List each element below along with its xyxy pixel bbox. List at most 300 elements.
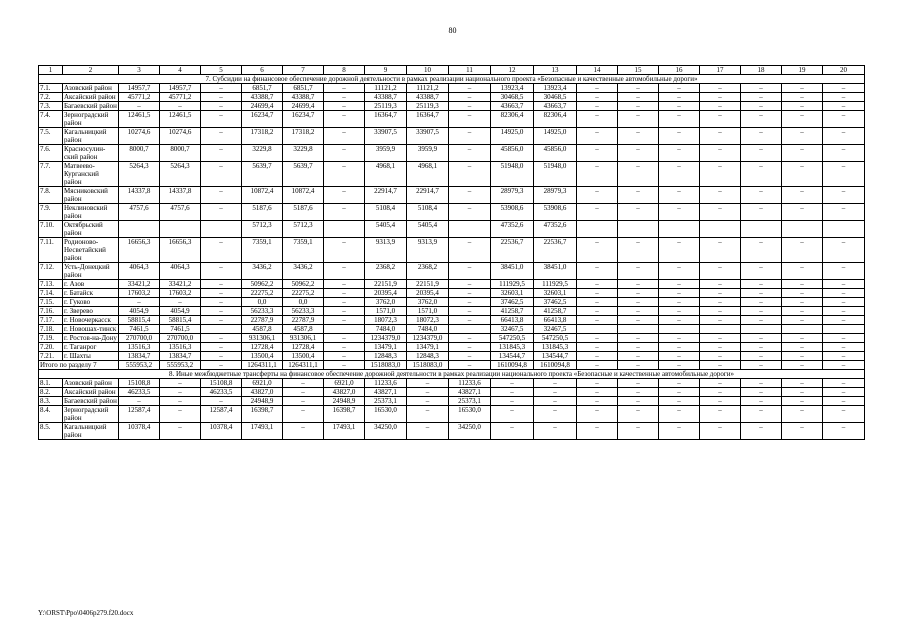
column-number: 1	[39, 66, 63, 75]
cell-value: 12461,5	[160, 111, 201, 128]
cell-value: 46233,5	[201, 388, 242, 397]
cell-value: 547250,5	[534, 334, 577, 343]
cell-value: –	[659, 102, 700, 111]
cell-value: –	[823, 128, 865, 145]
cell-value: –	[782, 388, 823, 397]
table-row	[39, 102, 865, 111]
cell-value: 1234379,0	[365, 334, 407, 343]
cell-value	[741, 325, 782, 334]
cell-value: –	[782, 379, 823, 388]
cell-value: –	[700, 352, 741, 361]
cell-value: –	[283, 379, 324, 388]
cell-value: –	[201, 93, 242, 102]
total-value: –	[201, 361, 242, 370]
row-name: Багаевский район	[64, 102, 117, 110]
cell-value: –	[700, 128, 741, 145]
cell-value: –	[201, 352, 242, 361]
cell-value: –	[659, 111, 700, 128]
cell-value: –	[618, 93, 659, 102]
cell-value: –	[741, 102, 782, 111]
row-number: 7.10.	[39, 221, 63, 238]
cell-value: –	[741, 289, 782, 298]
cell-value: 16364,7	[365, 111, 407, 128]
cell-value: –	[324, 334, 365, 343]
cell-value: –	[823, 187, 865, 204]
cell-value: 6851,7	[283, 84, 324, 93]
cell-value: 12728,4	[283, 343, 324, 352]
cell-value: –	[700, 379, 741, 388]
cell-value: –	[283, 388, 324, 397]
row-number: 7.16.	[39, 307, 63, 316]
cell-value: –	[491, 406, 534, 423]
total-row	[39, 361, 865, 370]
row-number: 7.9.	[39, 204, 63, 221]
cell-value: –	[618, 397, 659, 406]
cell-value: –	[659, 187, 700, 204]
cell-value: –	[577, 298, 618, 307]
cell-value	[782, 325, 823, 334]
cell-value: –	[782, 289, 823, 298]
cell-value: –	[741, 343, 782, 352]
cell-value: 5405,4	[407, 221, 449, 238]
cell-value: 16398,7	[324, 406, 365, 423]
cell-value: –	[577, 280, 618, 289]
column-number: 8	[324, 66, 365, 75]
cell-value: –	[449, 204, 491, 221]
cell-value: –	[659, 128, 700, 145]
cell-value: –	[449, 263, 491, 280]
cell-value: –	[201, 238, 242, 263]
cell-value: –	[782, 84, 823, 93]
cell-value: –	[618, 334, 659, 343]
cell-value	[201, 221, 242, 238]
row-name: Родионово-Несветайский район	[63, 238, 119, 263]
cell-value: 53908,6	[534, 204, 577, 221]
cell-value: 41258,7	[491, 307, 534, 316]
cell-value: –	[741, 379, 782, 388]
row-number: 7.21.	[39, 352, 63, 361]
row-name: г. Новошах-тинск	[63, 325, 119, 334]
cell-value: 4968,1	[365, 162, 407, 187]
cell-value: –	[782, 397, 823, 406]
row-name: Аксайский район	[63, 388, 119, 397]
cell-value: 5712,3	[242, 221, 283, 238]
cell-value: 43827,1	[365, 388, 407, 397]
page-number: 80	[448, 26, 457, 35]
cell-value: –	[324, 316, 365, 325]
cell-value: –	[160, 397, 201, 406]
cell-value: 5639,7	[283, 162, 324, 187]
row-name: Кагальницкий район	[63, 128, 119, 145]
cell-value: –	[618, 162, 659, 187]
cell-value: 4757,6	[119, 204, 160, 221]
cell-value	[700, 325, 741, 334]
cell-value: –	[449, 316, 491, 325]
cell-value: –	[618, 263, 659, 280]
cell-value	[324, 221, 365, 238]
cell-value: –	[324, 128, 365, 145]
cell-value: 5187,6	[283, 204, 324, 221]
cell-value: 17318,2	[242, 128, 283, 145]
cell-value: 58815,4	[160, 316, 201, 325]
cell-value: 46233,5	[119, 388, 160, 397]
cell-value: –	[741, 397, 782, 406]
cell-value: 131845,3	[534, 343, 577, 352]
cell-value: 43388,7	[365, 93, 407, 102]
cell-value: 13923,4	[491, 84, 534, 93]
cell-value	[119, 221, 160, 238]
cell-value: 9313,9	[365, 238, 407, 263]
cell-value: 32467,5	[534, 325, 577, 334]
total-value: –	[782, 361, 823, 370]
table-row	[39, 280, 865, 289]
cell-value: –	[823, 145, 865, 162]
total-value: 1610094,8	[491, 361, 534, 370]
cell-value: 25373,1	[365, 397, 407, 406]
column-number: 3	[119, 66, 160, 75]
cell-value: 547250,5	[491, 334, 534, 343]
cell-value: –	[201, 145, 242, 162]
total-value: 1518083,0	[407, 361, 449, 370]
cell-value: –	[577, 93, 618, 102]
cell-value: –	[577, 187, 618, 204]
cell-value: –	[577, 307, 618, 316]
total-value: –	[823, 361, 865, 370]
table-row	[39, 406, 865, 423]
row-number: 7.8.	[39, 187, 63, 204]
cell-value: 17603,2	[119, 289, 160, 298]
cell-value: 22914,7	[407, 187, 449, 204]
cell-value: –	[201, 397, 242, 406]
cell-value	[577, 221, 618, 238]
cell-value: 22275,2	[242, 289, 283, 298]
cell-value: –	[534, 406, 577, 423]
cell-value: –	[782, 93, 823, 102]
cell-value: –	[577, 84, 618, 93]
row-name: Зерноградский район	[63, 406, 119, 423]
cell-value: –	[782, 316, 823, 325]
cell-value: –	[741, 187, 782, 204]
column-number: 13	[534, 66, 577, 75]
cell-value: 22787,9	[283, 316, 324, 325]
cell-value: –	[618, 379, 659, 388]
cell-value: 32603,1	[491, 289, 534, 298]
cell-value: –	[618, 289, 659, 298]
cell-value: –	[782, 298, 823, 307]
row-number: 7.4.	[39, 111, 63, 128]
table-row	[39, 187, 865, 204]
cell-value: 14337,8	[160, 187, 201, 204]
cell-value	[782, 221, 823, 238]
section-title: 7. Субсидии на финансовое обеспечение дорожной деятельности в рамках реализации национального проекта «Безопасные и качественные автомобильные дороги»	[39, 75, 865, 84]
cell-value: –	[741, 111, 782, 128]
cell-value: –	[823, 423, 865, 440]
cell-value: 11233,6	[365, 379, 407, 388]
cell-value: 6921,0	[324, 379, 365, 388]
cell-value: –	[449, 298, 491, 307]
cell-value: –	[823, 84, 865, 93]
cell-value: –	[324, 238, 365, 263]
cell-value: –	[534, 379, 577, 388]
cell-value: 18072,3	[407, 316, 449, 325]
cell-value: –	[449, 280, 491, 289]
cell-value: 33907,5	[365, 128, 407, 145]
cell-value: 4757,6	[160, 204, 201, 221]
cell-value: –	[659, 343, 700, 352]
cell-value: –	[324, 93, 365, 102]
cell-value: 134544,7	[534, 352, 577, 361]
cell-value: –	[324, 263, 365, 280]
cell-value: –	[534, 423, 577, 440]
row-number: 8.5.	[39, 423, 63, 440]
cell-value: –	[201, 280, 242, 289]
cell-value	[659, 221, 700, 238]
row-number: 7.17.	[39, 316, 63, 325]
column-number: 16	[659, 66, 700, 75]
cell-value: –	[491, 397, 534, 406]
total-value: –	[449, 361, 491, 370]
cell-value: 13479,1	[365, 343, 407, 352]
table-row	[39, 379, 865, 388]
cell-value	[449, 221, 491, 238]
cell-value: –	[741, 423, 782, 440]
cell-value: 22275,2	[283, 289, 324, 298]
cell-value	[577, 325, 618, 334]
cell-value: –	[782, 423, 823, 440]
cell-value: 13923,4	[534, 84, 577, 93]
cell-value: –	[700, 204, 741, 221]
cell-value: –	[782, 334, 823, 343]
cell-value: 7359,1	[283, 238, 324, 263]
cell-value: –	[618, 307, 659, 316]
cell-value: –	[201, 316, 242, 325]
cell-value: 16656,3	[160, 238, 201, 263]
cell-value: 43827,1	[449, 388, 491, 397]
cell-value: –	[782, 352, 823, 361]
cell-value: 11233,6	[449, 379, 491, 388]
cell-value: –	[618, 84, 659, 93]
cell-value: 16234,7	[283, 111, 324, 128]
total-value: –	[618, 361, 659, 370]
cell-value: 4064,3	[160, 263, 201, 280]
cell-value: –	[201, 102, 242, 111]
cell-value: –	[324, 102, 365, 111]
cell-value: 10378,4	[119, 423, 160, 440]
cell-value: 43663,7	[491, 102, 534, 111]
cell-value: –	[618, 102, 659, 111]
cell-value: 43388,7	[242, 93, 283, 102]
cell-value: –	[324, 204, 365, 221]
cell-value: 5712,3	[283, 221, 324, 238]
row-name: Аксайский район	[63, 93, 119, 102]
cell-value	[618, 325, 659, 334]
cell-value: –	[577, 145, 618, 162]
cell-value: –	[782, 280, 823, 289]
cell-value: 25119,3	[365, 102, 407, 111]
row-name: г. Ростов-на-Дону	[64, 334, 117, 342]
row-number: 7.19.	[39, 334, 63, 343]
cell-value: –	[201, 111, 242, 128]
cell-value: –	[659, 263, 700, 280]
cell-value	[659, 325, 700, 334]
cell-value: 10872,4	[242, 187, 283, 204]
cell-value: –	[618, 280, 659, 289]
cell-value: –	[700, 343, 741, 352]
cell-value: 15108,8	[119, 379, 160, 388]
total-value: 1518083,0	[365, 361, 407, 370]
cell-value: –	[618, 352, 659, 361]
cell-value: –	[618, 298, 659, 307]
row-name: г. Новочеркасск	[63, 316, 119, 325]
cell-value: –	[782, 204, 823, 221]
row-number: 7.20.	[39, 343, 63, 352]
cell-value: –	[700, 316, 741, 325]
row-number: 7.15.	[39, 298, 63, 307]
cell-value: 13479,1	[407, 343, 449, 352]
cell-value: –	[823, 397, 865, 406]
cell-value: –	[700, 289, 741, 298]
cell-value: 7484,0	[407, 325, 449, 334]
cell-value: 56233,3	[242, 307, 283, 316]
cell-value: 12587,4	[119, 406, 160, 423]
cell-value: –	[700, 93, 741, 102]
cell-value: –	[201, 343, 242, 352]
cell-value: –	[160, 379, 201, 388]
cell-value: –	[491, 388, 534, 397]
cell-value: 24699,4	[283, 102, 324, 111]
cell-value: –	[449, 307, 491, 316]
cell-value: 30468,5	[491, 93, 534, 102]
section-title: 8. Иные межбюджетные трансферты на финансовое обеспечение дорожной деятельности в рамках реализации национального проекта «Безопасные и качественные автомобильные дороги»	[39, 370, 865, 379]
cell-value: –	[201, 128, 242, 145]
row-name: г. Шахты	[63, 352, 119, 361]
row-number: 8.4.	[39, 406, 63, 423]
cell-value: 43827,0	[324, 388, 365, 397]
cell-value: 1571,0	[365, 307, 407, 316]
row-name: Усть-Донецкий район	[63, 263, 119, 280]
cell-value: 17318,2	[283, 128, 324, 145]
table-row	[39, 238, 865, 263]
table-row	[39, 263, 865, 280]
cell-value: 3959,9	[407, 145, 449, 162]
total-value: –	[577, 361, 618, 370]
cell-value: 43388,7	[407, 93, 449, 102]
cell-value: 0,0	[242, 298, 283, 307]
table-row	[39, 93, 865, 102]
cell-value: –	[782, 343, 823, 352]
cell-value: –	[659, 334, 700, 343]
total-value: –	[700, 361, 741, 370]
table-row	[39, 316, 865, 325]
cell-value: 22787,9	[242, 316, 283, 325]
cell-value: –	[659, 280, 700, 289]
cell-value: –	[741, 298, 782, 307]
cell-value: –	[823, 307, 865, 316]
cell-value: –	[700, 307, 741, 316]
cell-value: 5187,6	[242, 204, 283, 221]
cell-value: –	[823, 406, 865, 423]
row-number: 7.6.	[39, 145, 63, 162]
cell-value: –	[491, 423, 534, 440]
cell-value: –	[618, 238, 659, 263]
column-number: 14	[577, 66, 618, 75]
cell-value: –	[449, 238, 491, 263]
cell-value: 17493,1	[242, 423, 283, 440]
cell-value: 25373,1	[449, 397, 491, 406]
table-row	[39, 325, 865, 334]
total-value: 555953,2	[119, 361, 160, 370]
cell-value: 4064,3	[119, 263, 160, 280]
cell-value: 22536,7	[534, 238, 577, 263]
cell-value: –	[283, 406, 324, 423]
cell-value: 111929,5	[534, 280, 577, 289]
cell-value: –	[449, 343, 491, 352]
cell-value: –	[823, 162, 865, 187]
cell-value: –	[283, 423, 324, 440]
total-value: –	[324, 361, 365, 370]
cell-value: 30468,5	[534, 93, 577, 102]
cell-value: –	[700, 187, 741, 204]
cell-value: –	[782, 128, 823, 145]
column-number: 20	[823, 66, 865, 75]
row-name: Мясниковский район	[63, 187, 119, 204]
cell-value	[201, 325, 242, 334]
cell-value	[700, 221, 741, 238]
cell-value: –	[823, 343, 865, 352]
cell-value: –	[823, 352, 865, 361]
table-row	[39, 352, 865, 361]
cell-value: –	[741, 406, 782, 423]
cell-value: –	[160, 388, 201, 397]
cell-value: –	[407, 379, 449, 388]
cell-value: 16530,0	[449, 406, 491, 423]
cell-value: –	[618, 423, 659, 440]
column-number: 11	[449, 66, 491, 75]
cell-value: –	[577, 204, 618, 221]
cell-value: –	[659, 238, 700, 263]
cell-value: 5639,7	[242, 162, 283, 187]
cell-value: –	[201, 289, 242, 298]
cell-value: –	[577, 289, 618, 298]
cell-value: –	[324, 298, 365, 307]
cell-value: –	[618, 343, 659, 352]
section-title-row	[39, 370, 865, 379]
cell-value: –	[449, 289, 491, 298]
cell-value: –	[449, 334, 491, 343]
cell-value: 15108,8	[201, 379, 242, 388]
cell-value: –	[407, 423, 449, 440]
column-number: 18	[741, 66, 782, 75]
cell-value: –	[659, 307, 700, 316]
cell-value: 12587,4	[201, 406, 242, 423]
cell-value: 14925,0	[491, 128, 534, 145]
cell-value: –	[407, 397, 449, 406]
cell-value: 2368,2	[365, 263, 407, 280]
cell-value: 6851,7	[242, 84, 283, 93]
cell-value	[324, 325, 365, 334]
cell-value: 58815,4	[119, 316, 160, 325]
cell-value: –	[324, 162, 365, 187]
cell-value: 17493,1	[324, 423, 365, 440]
cell-value: 5108,4	[407, 204, 449, 221]
table-row	[39, 289, 865, 298]
cell-value: 38451,0	[491, 263, 534, 280]
cell-value: –	[782, 307, 823, 316]
cell-value: 3229,8	[283, 145, 324, 162]
total-value: 1610094,8	[534, 361, 577, 370]
row-name: Красносулин-ский район	[63, 145, 119, 162]
cell-value: 82306,4	[491, 111, 534, 128]
